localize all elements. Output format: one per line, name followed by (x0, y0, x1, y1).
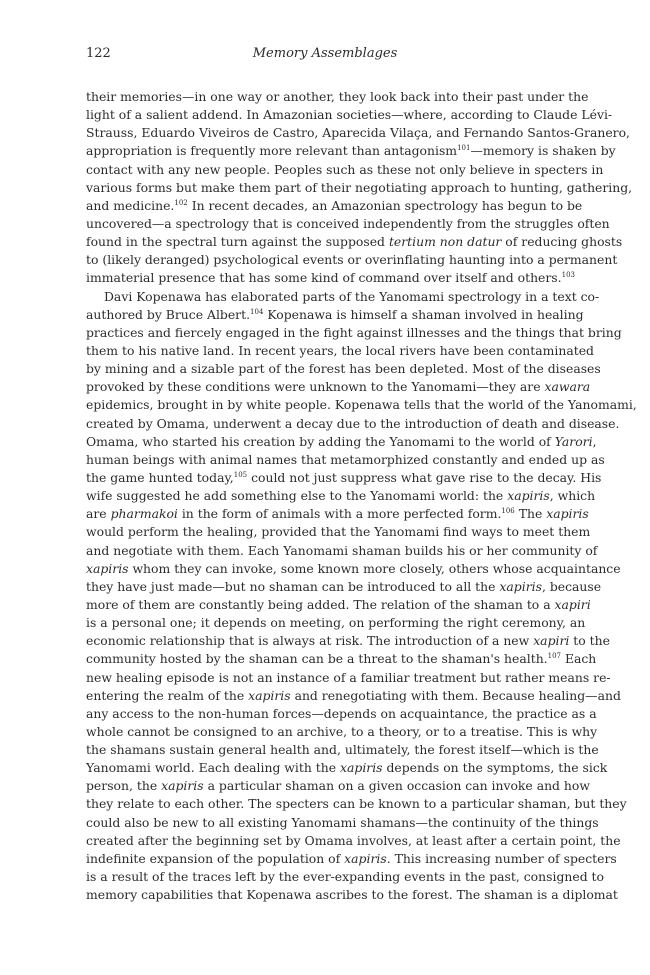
text-run: In recent decades, an Amazonian spectrology has begun to be (187, 197, 583, 213)
text-line (86, 415, 620, 433)
text-line (86, 161, 604, 179)
text-run: of reducing ghosts (501, 234, 623, 250)
text-line (86, 288, 600, 306)
footnote-ref: 105 (233, 470, 248, 479)
text-line (86, 342, 594, 360)
text-line (86, 868, 604, 886)
text-line (86, 687, 621, 705)
text-line (86, 650, 597, 668)
text-line (86, 106, 613, 124)
text-line (86, 542, 598, 560)
text-line (86, 396, 637, 414)
body-text (86, 88, 637, 904)
text-run: Yanomami world. Each dealing with the (86, 760, 341, 776)
text-run: community hosted by the shaman can be a threat to the shaman's health. (86, 651, 548, 667)
text-run: in the form of animals with a more perfected form. (177, 506, 502, 522)
italic-term: xapiris (344, 850, 387, 866)
text-run: , (592, 433, 597, 449)
italic-term: xapiris (161, 778, 204, 794)
italic-term: xapiris (499, 578, 542, 594)
text-run: light of a salient addend. In Amazonian societies—where, according to Claude Lévi- (86, 107, 613, 123)
text-run: person, the (86, 778, 162, 794)
text-run: whole cannot be consigned to an archive, to a theory, or to a treatise. This is why (86, 723, 598, 739)
text-run: is a result of the traces left by the ever-expanding events in the past, consigned to (86, 869, 604, 885)
text-run: authored by Bruce Albert. (86, 306, 251, 322)
text-run: economic relationship that is always at risk. The introduction of a new (86, 633, 534, 649)
italic-term: xapiri (533, 633, 570, 649)
text-run: could not just suppress what gave rise to the decay. His (247, 469, 602, 485)
text-line (86, 88, 589, 106)
text-line (86, 433, 597, 451)
text-run: , which (549, 488, 596, 504)
text-line (86, 269, 575, 287)
text-line (86, 578, 602, 596)
text-run: depends on the symptoms, the sick (382, 760, 608, 776)
text-line (86, 632, 610, 650)
footnote-ref: 106 (501, 507, 515, 516)
text-run: them to his native land. In recent years, the local rivers have been contaminated (86, 342, 594, 358)
text-line (86, 215, 610, 233)
text-run: and medicine. (86, 197, 175, 213)
italic-term: xapiris (86, 560, 129, 576)
text-line (86, 886, 618, 904)
italic-term: Yarori (554, 433, 593, 449)
text-run: they relate to each other. The specters can be known to a particular shaman, but they (86, 796, 627, 812)
text-line (86, 251, 618, 269)
text-line (86, 705, 597, 723)
text-run: Each (561, 651, 597, 667)
text-line (86, 814, 599, 832)
text-run: to the (569, 633, 610, 649)
page-number: 122 (86, 46, 111, 61)
text-run: new healing episode is not an instance of a familiar treatment but rather means re- (86, 669, 611, 685)
text-run: their memories—in one way or another, they look back into their past under the (86, 89, 589, 104)
text-line (86, 523, 591, 541)
text-run: to (likely deranged) psychological events or overinflating haunting into a permanent (86, 252, 618, 268)
text-line (86, 741, 599, 759)
text-run: practices and fiercely engaged in the fight against illnesses and the things that bring (86, 324, 622, 340)
text-run: appropriation is frequently more relevant than antagonism (86, 143, 458, 159)
text-run: Strauss, Eduardo Viveiros de Castro, Aparecida Vilaça, and Fernando Santos-Granero, (86, 125, 630, 141)
text-run: Kopenawa is himself a shaman involved in healing (263, 306, 584, 322)
text-run: is a personal one; it depends on meeting, on performing the right ceremony, an (86, 615, 586, 631)
text-line (86, 723, 598, 741)
text-run: human beings with animal names that metamorphized constantly and ended up as (86, 451, 605, 467)
text-run: found in the spectral turn against the supposed (86, 234, 389, 250)
text-line (86, 614, 586, 632)
text-line (86, 832, 621, 850)
text-run: could also be new to all existing Yanomami shamans—the continuity of the things (86, 814, 599, 830)
text-line (86, 669, 611, 687)
text-run: provoked by these conditions were unknown to the Yanomami—they are (86, 379, 545, 395)
italic-term: xapiris (507, 488, 550, 504)
italic-term: tertium non datur (388, 234, 502, 250)
text-line (86, 759, 608, 777)
italic-term: pharmakoi (110, 506, 178, 522)
text-run: any access to the non-human forces—depends on acquaintance, the practice as a (86, 705, 597, 721)
text-run: contact with any new people. Peoples such as these not only believe in specters in (86, 161, 604, 177)
footnote-ref: 107 (547, 652, 561, 661)
text-run: entering the realm of the (86, 687, 249, 703)
italic-term: xawara (544, 379, 591, 395)
text-run: immaterial presence that has some kind of command over itself and others. (86, 270, 562, 286)
text-line (86, 777, 590, 795)
text-run: epidemics, brought in by white people. Kopenawa tells that the world of the Yanomami, (86, 397, 637, 413)
text-line (86, 487, 596, 505)
text-line (86, 560, 621, 578)
text-line (86, 469, 602, 487)
text-line (86, 233, 623, 251)
text-run: memory capabilities that Kopenawa ascribes to the forest. The shaman is a diplomat (86, 887, 618, 903)
text-run: uncovered—a spectrology that is conceived independently from the struggles often (86, 215, 610, 231)
italic-term: xapiris (340, 760, 383, 776)
text-line (86, 795, 627, 813)
text-run: Omama, who started his creation by adding the Yanomami to the world of (86, 433, 555, 449)
text-run: a particular shaman on a given occasion can invoke and how (203, 778, 590, 794)
italic-term: xapiris (248, 687, 291, 703)
text-run: whom they can invoke, some known more closely, others whose acquaintance (128, 560, 621, 576)
text-run: by mining and a sizable part of the forest has been depleted. Most of the diseases (86, 361, 601, 377)
text-line (86, 324, 622, 342)
text-run: and renegotiating with them. Because healing—and (290, 687, 621, 703)
italic-term: xapiris (546, 506, 589, 522)
text-run: the shamans sustain general health and, ultimately, the forest itself—which is the (86, 742, 599, 758)
text-run: and negotiate with them. Each Yanomami shaman builds his or her community of (86, 542, 598, 558)
footnote-ref: 102 (174, 198, 188, 207)
italic-term: xapiri (554, 596, 591, 612)
text-line (86, 142, 616, 160)
text-line (86, 306, 584, 324)
text-line (86, 505, 589, 523)
text-line (86, 179, 633, 197)
text-run: Davi Kopenawa has elaborated parts of the Yanomami spectrology in a text co- (104, 288, 600, 304)
text-run: The (514, 506, 547, 522)
text-run: are (86, 506, 111, 522)
text-run: created by Omama, underwent a decay due to the introduction of death and disease. (86, 415, 620, 431)
text-run: wife suggested he add something else to the Yanomami world: the (86, 488, 508, 504)
text-run: created after the beginning set by Omama involves, at least after a certain point, the (86, 832, 621, 848)
footnote-ref: 103 (561, 271, 575, 280)
text-line (86, 124, 630, 142)
footnote-ref: 104 (250, 307, 264, 316)
text-run: more of them are constantly being added. The relation of the shaman to a (86, 596, 555, 612)
footnote-ref: 101 (457, 144, 471, 153)
text-run: . This increasing number of specters (386, 850, 617, 866)
text-run: —memory is shaken by (470, 143, 616, 159)
text-line (86, 596, 591, 614)
text-line (86, 197, 583, 215)
text-line (86, 850, 617, 868)
text-run: , because (541, 578, 602, 594)
text-run: various forms but make them part of their negotiating approach to hunting, gathering, (86, 179, 633, 195)
running-title: Memory Assemblages (252, 46, 398, 61)
text-line (86, 360, 601, 378)
page-header (86, 46, 564, 66)
text-run: indefinite expansion of the population of (86, 850, 345, 866)
text-run: the game hunted today, (86, 469, 234, 485)
text-line (86, 378, 591, 396)
text-run: they have just made—but no shaman can be introduced to all the (86, 578, 500, 594)
text-run: would perform the healing, provided that the Yanomami find ways to meet them (86, 524, 591, 540)
text-line (86, 451, 605, 469)
